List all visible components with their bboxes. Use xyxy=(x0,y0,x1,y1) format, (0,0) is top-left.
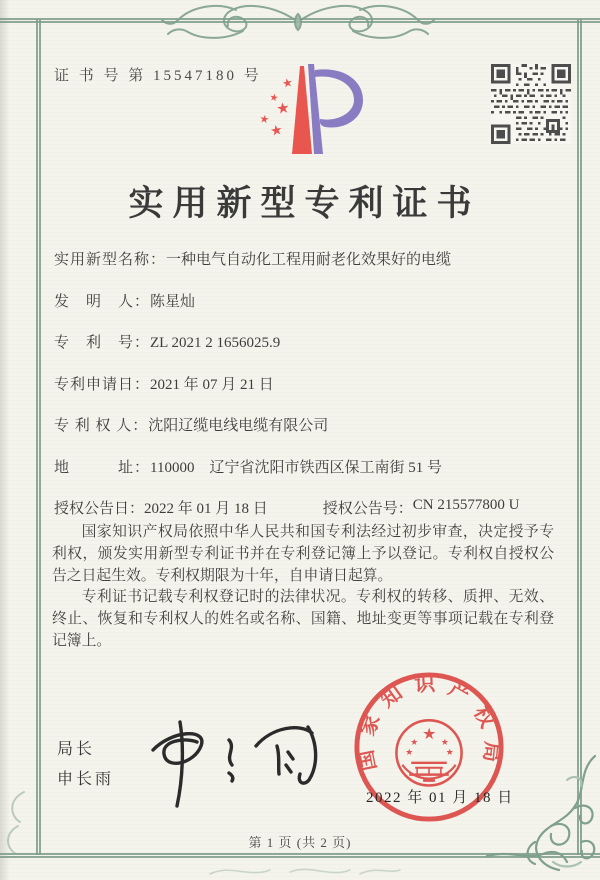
field-value: ZL 2021 2 1656025.9 xyxy=(150,335,281,351)
field-label: 地 址： xyxy=(54,460,151,476)
qr-code xyxy=(491,64,571,144)
field-grant-row xyxy=(54,497,564,518)
national-emblem-icon xyxy=(396,720,461,785)
field-label: 专利申请日： xyxy=(54,377,151,393)
spacer xyxy=(268,497,323,518)
top-scroll-ornament-icon xyxy=(148,0,452,46)
grant-no-value: CN 215577800 U xyxy=(412,497,520,513)
field-label: 发 明 人： xyxy=(54,294,151,310)
seal-date: 2022 年 01 月 18 日 xyxy=(366,790,514,806)
svg-text:★: ★ xyxy=(268,92,280,105)
svg-text:国家知识产权局 xyxy=(354,672,504,773)
bottom-faint-ornament-icon xyxy=(190,862,410,880)
field-filing-date xyxy=(54,373,564,394)
director-name: 申长雨 xyxy=(57,771,115,788)
svg-text:★: ★ xyxy=(422,724,437,744)
svg-text:★: ★ xyxy=(258,112,271,127)
field-label: 实用新型名称： xyxy=(54,252,167,268)
grant-date-label: 授权公告日： xyxy=(54,501,145,517)
grant-no-label: 授权公告号： xyxy=(322,501,413,517)
field-patent-number xyxy=(54,331,564,352)
svg-text:★: ★ xyxy=(405,747,414,758)
legal-paragraph-1: 国家知识产权局依照中华人民共和国专利法经过初步审查，决定授予专利权，颁发实用新型专利证书并在专利登记簿上予以登记。专利权自授权公告之日起生效。专利权期限为十年，自申请日起算。 xyxy=(52,524,554,584)
svg-text:★: ★ xyxy=(440,738,449,749)
legal-text xyxy=(52,522,554,653)
seal-text: 国家知识产权局 xyxy=(354,673,504,773)
scan-edge-shadow xyxy=(0,0,10,880)
field-utility-name xyxy=(54,248,564,269)
field-label: 专 利 号： xyxy=(54,335,151,351)
page-title: 实用新型专利证书 xyxy=(128,184,481,223)
svg-text:★: ★ xyxy=(268,122,285,140)
certificate-number: 证 书 号 第 15547180 号 xyxy=(54,68,262,84)
field-label: 专 利 权 人： xyxy=(54,418,149,434)
frame-right-line xyxy=(577,19,582,855)
grant-date-value: 2022 年 01 月 18 日 xyxy=(144,501,268,517)
signature-handwriting-icon xyxy=(128,712,323,812)
field-value: 一种电气自动化工程用耐老化效果好的电缆 xyxy=(166,252,452,268)
field-patentee xyxy=(54,414,564,435)
field-value: 陈星灿 xyxy=(150,294,196,310)
page-number: 第 1 页 (共 2 页) xyxy=(248,835,352,850)
legal-paragraph-2: 专利证书记载专利权登记时的法律状况。专利权的转移、质押、无效、终止、恢复和专利权人的姓名或名称、国籍、地址变更等事项记载在专利登记簿上。 xyxy=(52,589,554,649)
field-inventor xyxy=(54,290,564,311)
frame-left-line xyxy=(36,19,41,855)
cnipa-logo-icon xyxy=(237,56,369,166)
field-value: 2021 年 07 月 21 日 xyxy=(150,377,274,393)
director-title: 局长 xyxy=(57,741,96,758)
field-value: 110000 辽宁省沈阳市铁西区保工南街 51 号 xyxy=(150,460,442,476)
svg-text:★: ★ xyxy=(410,738,419,749)
field-value: 沈阳辽缆电线电缆有限公司 xyxy=(148,418,329,434)
field-address xyxy=(54,456,564,477)
svg-text:★: ★ xyxy=(275,98,291,118)
svg-text:★: ★ xyxy=(280,75,295,91)
svg-text:★: ★ xyxy=(445,747,454,758)
